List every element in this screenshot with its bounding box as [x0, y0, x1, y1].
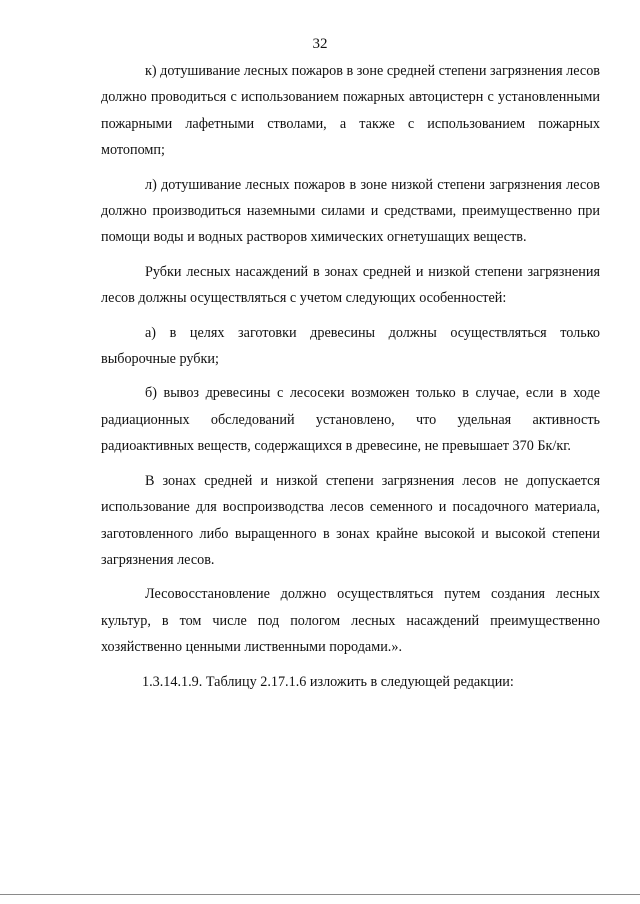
paragraph-reproduction: В зонах средней и низкой степени загрязнения лесов не допускается использование для воспроизводства лесов семенного и посадочного материала, заготовленного либо выращенного в зонах крайне высокой и высокой степени загрязнения лесов. [101, 472, 600, 568]
paragraph-l: л) дотушивание лесных пожаров в зоне низкой степени загрязнения лесов должно производиться наземными силами и средствами, преимущественно при помощи воды и водных растворов химических огнетушащих веществ. [101, 176, 600, 246]
page-number: 32 [312, 36, 328, 52]
paragraph-b: б) вывоз древесины с лесосеки возможен только в случае, если в ходе радиационных обследований установлено, что удельная активность радиоактивных веществ, содержащихся в древесине, не превышает 370 Бк/кг. [101, 385, 600, 455]
paragraph-logging-intro: Рубки лесных насаждений в зонах средней и низкой степени загрязнения лесов должны осуществляться с учетом следующих особенностей: [101, 263, 600, 307]
document-body [101, 58, 600, 695]
paragraph-restoration: Лесовосстановление должно осуществляться путем создания лесных культур, в том числе под пологом лесных насаждений преимущественно хозяйственно ценными лиственными породами.». [101, 586, 600, 656]
paragraph-item-1-3-14-1-9: 1.3.14.1.9. Таблицу 2.17.1.6 изложить в следующей редакции: [142, 673, 514, 690]
paragraph-a: а) в целях заготовки древесины должны осуществляться только выборочные рубки; [101, 324, 600, 368]
page-bottom-edge [0, 894, 640, 895]
paragraph-k: к) дотушивание лесных пожаров в зоне средней степени загрязнения лесов должно проводиться с использованием пожарных автоцистерн с установленными пожарными лафетными стволами, а также с использованием пожарных мотопомп; [101, 63, 600, 159]
